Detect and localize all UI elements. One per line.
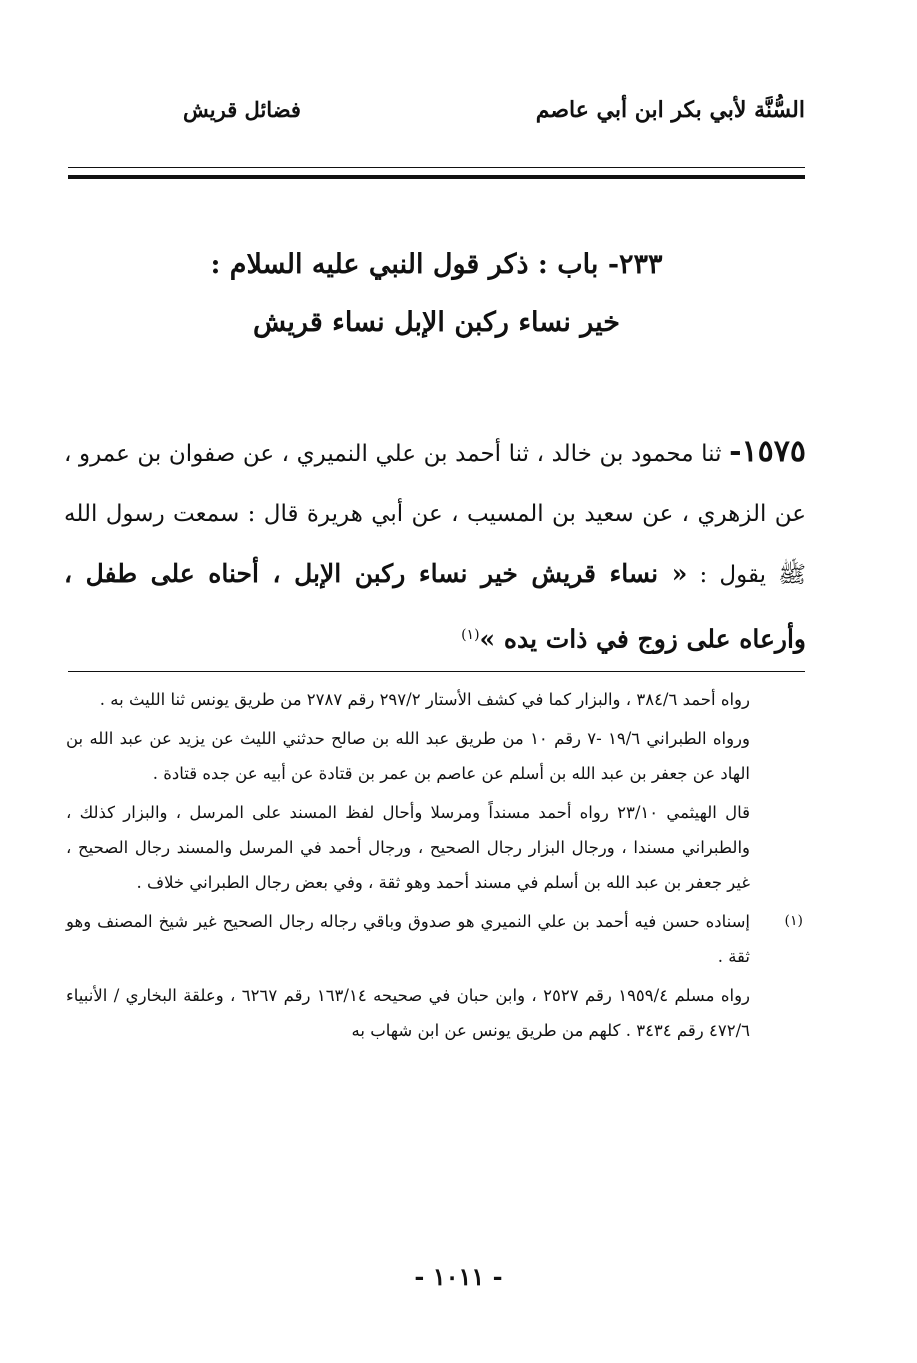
hadith-chain: ثنا محمود بن خالد ، ثنا أحمد بن علي النميري ، عن صفوان بن عمرو ، عن الزهري ، عن سعيد بن المسيب ، عن أبي هريرة قال : سمعت رسول الله ﷺ يقول : — [64, 441, 806, 588]
footnote-entry — [66, 904, 803, 974]
footnote-paragraph: ورواه الطبراني ١٩/٦ -٧ رقم ١٠ من طريق عبد الله بن صالح حدثني الليث عن يزيد عن عبد الله بن الهاد عن جعفر بن عبد الله بن أسلم عن عاصم بن عمر بن قتادة عن أبيه عن جده قتادة . — [66, 729, 750, 783]
page-number: - ١٠١١ - — [414, 1262, 503, 1291]
footnotes — [66, 682, 803, 1052]
footnote-divider — [68, 671, 805, 672]
chapter-heading-line-2: خير نساء ركبن الإبل نساء قريش — [253, 307, 620, 338]
footnote-paragraph: إسناده حسن فيه أحمد بن علي النميري هو صدوق وباقي رجاله رجال الصحيح غير شيخ المصنف وهو ثقة . — [66, 912, 750, 966]
book-title: السُّنَّة لأبي بكر ابن أبي عاصم — [535, 97, 805, 123]
footnote-paragraph: رواه أحمد ٣٨٤/٦ ، والبزار كما في كشف الأستار ٢٩٧/٢ رقم ٢٧٨٧ من طريق يونس ثنا الليث به . — [99, 690, 750, 709]
footnote-paragraph: قال الهيثمي ٢٣/١٠ رواه أحمد مسنداً ومرسلا وأحال لفظ المسند على المرسل ، والبزار كذلك ، والطبراني مسندا ، ورجال البزار رجال الصحيح ، ورجال أحمد في المرسل والمسند رجال الصحيح ، غير جعفر بن عبد الله بن أسلم في مسند أحمد وهو ثقة ، وفي بعض رجال الطبراني خلاف . — [66, 803, 750, 892]
header-divider-thin — [68, 167, 805, 168]
hadith-text — [64, 422, 806, 671]
hadith-number: ١٥٧٥- — [729, 434, 806, 469]
chapter-heading — [68, 236, 805, 352]
hadith-quote: « نساء قريش خير نساء ركبن الإبل ، أحناه على طفل ، وأرعاه على زوج في ذات يده » — [64, 559, 806, 654]
chapter-heading-line-1: ٢٣٣- باب : ذكر قول النبي عليه السلام : — [210, 249, 663, 280]
footnote-label: (١) — [784, 913, 803, 929]
footnote-reference: (١) — [461, 627, 480, 643]
running-header — [0, 92, 917, 132]
header-divider-thick — [68, 175, 805, 179]
footnote-paragraph: رواه مسلم ١٩٥٩/٤ رقم ٢٥٢٧ ، وابن حبان في صحيحه ١٦٣/١٤ رقم ٦٢٦٧ ، وعلقة البخاري / الأنبياء ٤٧٢/٦ رقم ٣٤٣٤ . كلهم من طريق يونس عن ابن شهاب به — [66, 986, 751, 1040]
section-title: فضائل قريش — [183, 97, 301, 122]
